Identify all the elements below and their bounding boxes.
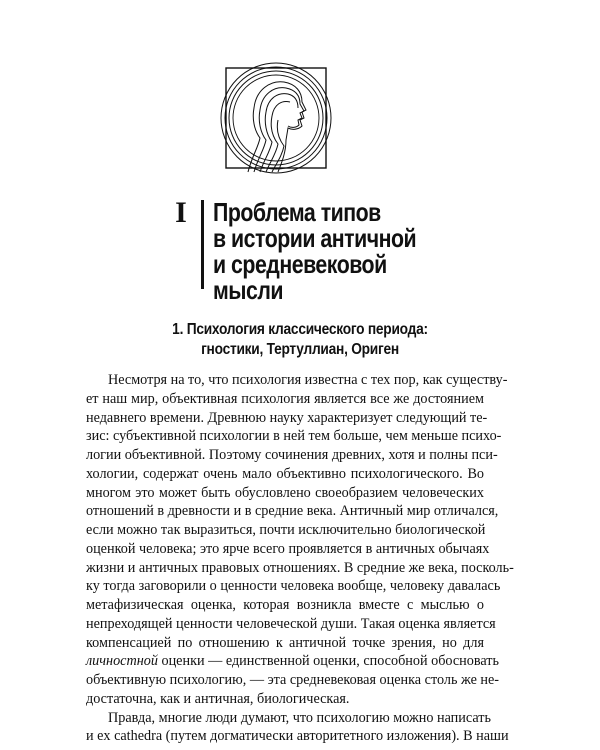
chapter-title-line: Проблема типов: [213, 197, 381, 227]
body-line: Правда, многие люди думают, что психологию можно написать: [108, 709, 491, 726]
body-line: оценкой человека; это ярче всего проявляется в античных обычаях: [86, 540, 490, 557]
chapter-title-line: мысли: [213, 275, 284, 305]
body-line: ку тогда заговорили о ценности человека вообще, человеку давалась: [86, 578, 501, 595]
body-line: недавнего времени. Древнюю науку характеризует следующий те-: [86, 409, 488, 426]
chapter-title-line: в истории античной: [213, 223, 417, 253]
body-line: и ex cathedra (путем догматически авторитетного изложения). В наши: [86, 728, 509, 745]
body-line: Несмотря на то, что психология известна с тех пор, как существу-: [108, 372, 508, 388]
body-line: жизни и античных правовых отношениях. В средние же века, посколь-: [86, 559, 514, 576]
body-line: непреходящей ценности человеческой души. Такая оценка является: [86, 615, 496, 632]
body-line: отношений в древности и в средние века. Античный мир отличался,: [86, 503, 499, 520]
chapter-title-line: и средневековой: [213, 249, 387, 279]
chapter-number: I: [175, 196, 187, 229]
chapter-title: [213, 199, 416, 303]
body-line: хологии, содержат очень мало объективно психологического. Во: [86, 465, 484, 482]
body-line: зис: субъективной психологии в ней тем больше, чем меньше психо-: [86, 428, 502, 445]
section-heading-line: гностики, Тертуллиан, Ориген: [201, 341, 399, 358]
body-line: если можно так выразиться, почти исключительно биологической: [86, 522, 486, 538]
body-line: объективную психологию, — эта средневековая оценка столь же не-: [86, 672, 500, 688]
body-line: личностной оценки — единственной оценки, способной обосновать: [86, 653, 499, 670]
body-line: достаточна, как и античная, биологическая.: [86, 690, 350, 707]
head-profile-emblem-icon: [218, 60, 334, 176]
body-text: [86, 371, 514, 746]
body-line: ет наш мир, объективная психология является все же достоянием: [86, 390, 484, 407]
body-line: многом это может быть обусловлено своеобразием человеческих: [86, 484, 484, 501]
body-line: логии объективной. Поэтому сочинения древних, хотя и полны пси-: [86, 447, 498, 463]
chapter-header: [167, 196, 527, 305]
chapter-divider-bar: [201, 200, 204, 289]
body-line: метафизическая оценка, которая возникла вместе с мыслью о: [86, 597, 484, 613]
section-heading-line: 1. Психология классического периода:: [172, 321, 428, 338]
emphasis-word: личностной: [86, 653, 158, 670]
body-line: компенсацией по отношению к античной точке зрения, но для: [86, 634, 484, 651]
section-heading: [60, 320, 540, 360]
